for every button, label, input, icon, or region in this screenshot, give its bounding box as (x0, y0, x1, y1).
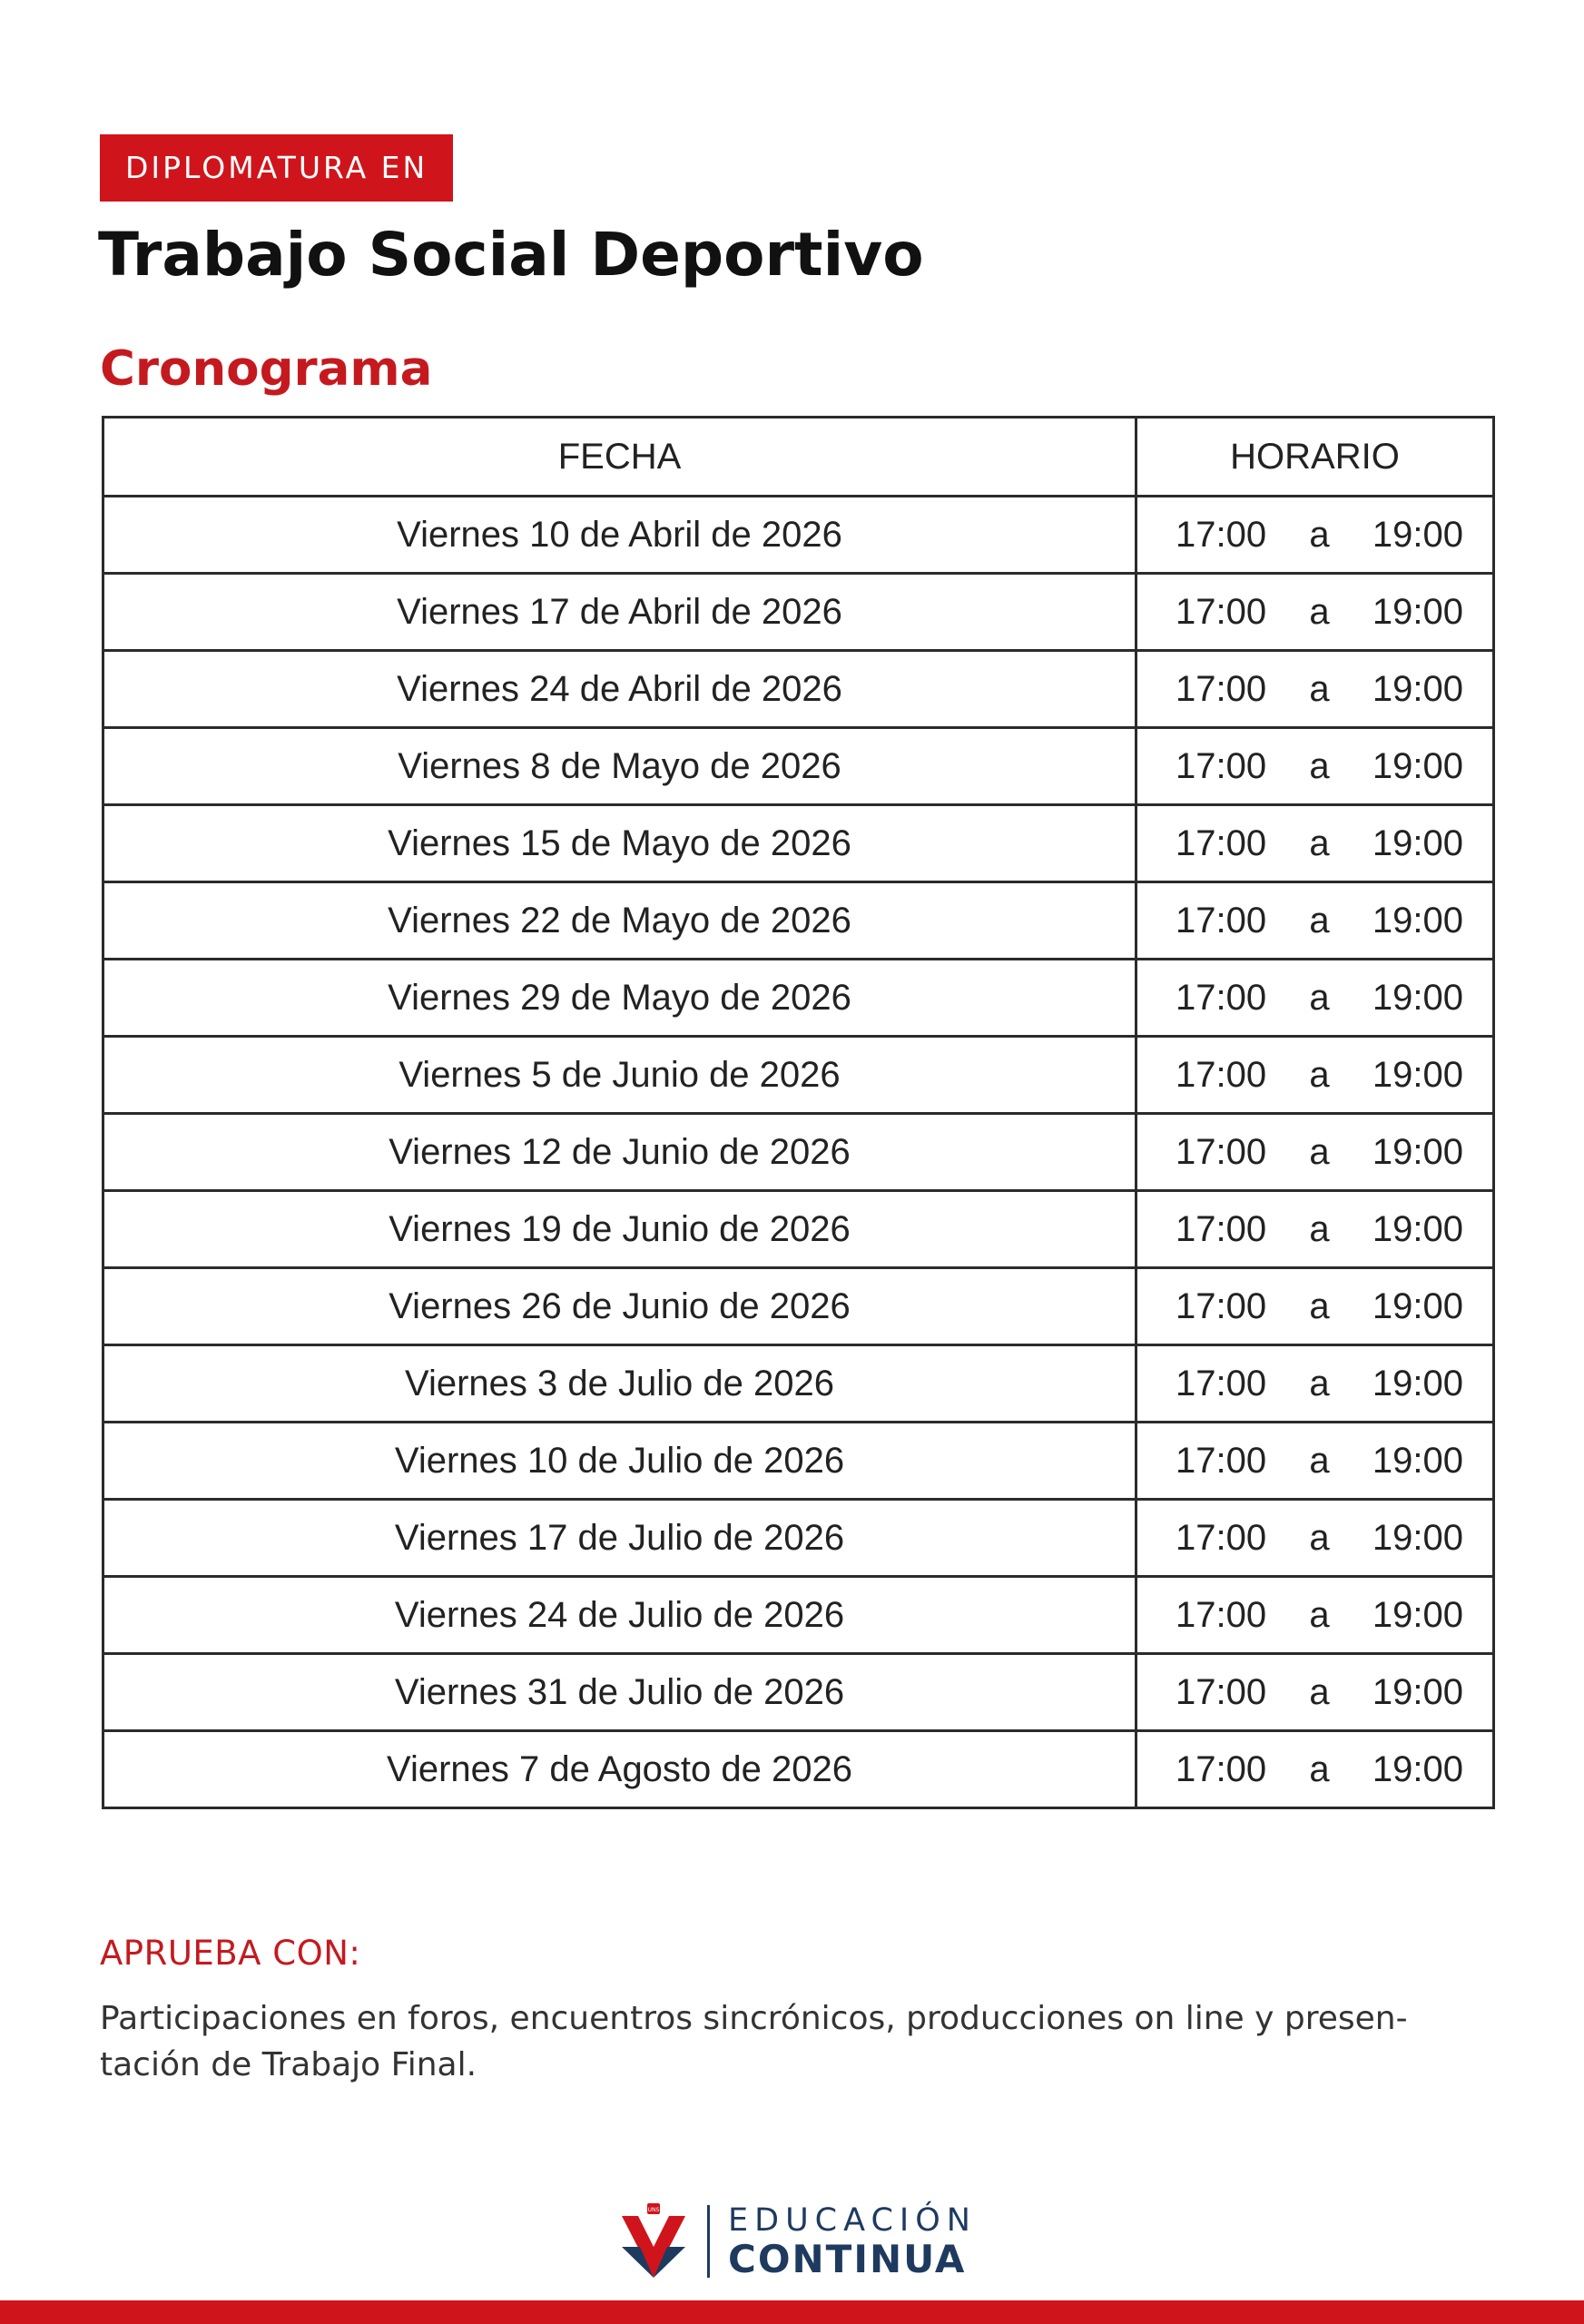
start-time: 17:00 (1176, 591, 1267, 632)
time-separator: a (1309, 745, 1330, 786)
time-cell (1136, 1191, 1494, 1268)
start-time: 17:00 (1176, 1440, 1267, 1481)
table-row (103, 1423, 1494, 1500)
time-separator: a (1309, 514, 1330, 555)
time-cell (1136, 1654, 1494, 1731)
time-cell (1136, 1731, 1494, 1808)
time-cell (1136, 1500, 1494, 1577)
time-range (1137, 1749, 1492, 1790)
page-title: Trabajo Social Deportivo (98, 220, 924, 290)
date-cell: Viernes 17 de Abril de 2026 (103, 574, 1136, 651)
date-cell: Viernes 15 de Mayo de 2026 (103, 805, 1136, 882)
time-cell (1136, 1577, 1494, 1654)
time-separator: a (1309, 822, 1330, 863)
logo-line-1: EDUCACIÓN (728, 2201, 977, 2239)
end-time: 19:00 (1372, 1285, 1463, 1326)
time-cell (1136, 1423, 1494, 1500)
end-time: 19:00 (1372, 1748, 1463, 1789)
time-cell (1136, 1345, 1494, 1423)
end-time: 19:00 (1372, 822, 1463, 863)
date-cell: Viernes 22 de Mayo de 2026 (103, 882, 1136, 960)
start-time: 17:00 (1176, 1363, 1267, 1403)
table-row (103, 960, 1494, 1037)
date-cell: Viernes 7 de Agosto de 2026 (103, 1731, 1136, 1808)
program-type-badge: DIPLOMATURA EN (100, 134, 453, 202)
date-cell: Viernes 10 de Julio de 2026 (103, 1423, 1136, 1500)
end-time: 19:00 (1372, 1671, 1463, 1712)
end-time: 19:00 (1372, 900, 1463, 940)
date-cell: Viernes 17 de Julio de 2026 (103, 1500, 1136, 1577)
time-separator: a (1309, 1594, 1330, 1635)
time-separator: a (1309, 1748, 1330, 1789)
start-time: 17:00 (1176, 1131, 1267, 1172)
table-row (103, 1731, 1494, 1808)
time-cell (1136, 1114, 1494, 1191)
end-time: 19:00 (1372, 745, 1463, 786)
time-separator: a (1309, 1285, 1330, 1326)
time-range (1137, 1595, 1492, 1636)
time-separator: a (1309, 1054, 1330, 1095)
time-range (1137, 1286, 1492, 1327)
time-range (1137, 1364, 1492, 1404)
time-separator: a (1309, 900, 1330, 940)
logo-wordmark (728, 2201, 977, 2281)
end-time: 19:00 (1372, 1131, 1463, 1172)
table-header-row (103, 418, 1494, 497)
end-time: 19:00 (1372, 668, 1463, 709)
university-logo-icon (620, 2203, 687, 2280)
time-separator: a (1309, 591, 1330, 632)
seal-text: UNS (647, 2207, 660, 2213)
time-range (1137, 1055, 1492, 1096)
logo-divider (707, 2205, 710, 2278)
time-separator: a (1309, 668, 1330, 709)
time-range (1137, 1132, 1492, 1173)
educacion-continua-logo (620, 2201, 977, 2282)
time-cell (1136, 1037, 1494, 1114)
table-row (103, 497, 1494, 574)
date-cell: Viernes 8 de Mayo de 2026 (103, 728, 1136, 805)
date-cell: Viernes 3 de Julio de 2026 (103, 1345, 1136, 1423)
date-cell: Viernes 19 de Junio de 2026 (103, 1191, 1136, 1268)
end-time: 19:00 (1372, 514, 1463, 555)
column-header-time: HORARIO (1136, 418, 1494, 497)
table-row (103, 805, 1494, 882)
start-time: 17:00 (1176, 822, 1267, 863)
time-range (1137, 746, 1492, 787)
date-cell: Viernes 24 de Julio de 2026 (103, 1577, 1136, 1654)
schedule-table-body (103, 497, 1494, 1808)
time-range (1137, 1441, 1492, 1482)
date-cell: Viernes 29 de Mayo de 2026 (103, 960, 1136, 1037)
time-range (1137, 823, 1492, 864)
schedule-table (102, 416, 1495, 1809)
time-cell (1136, 651, 1494, 728)
time-range (1137, 592, 1492, 633)
date-cell: Viernes 31 de Julio de 2026 (103, 1654, 1136, 1731)
end-time: 19:00 (1372, 1594, 1463, 1635)
start-time: 17:00 (1176, 1054, 1267, 1095)
table-row (103, 1268, 1494, 1345)
time-cell (1136, 574, 1494, 651)
approval-description: Participaciones en foros, encuentros sincrónicos, producciones on line y presen-tación de Trabajo Final. (100, 2000, 1408, 2083)
table-row (103, 651, 1494, 728)
time-separator: a (1309, 1671, 1330, 1712)
date-cell: Viernes 12 de Junio de 2026 (103, 1114, 1136, 1191)
end-time: 19:00 (1372, 1363, 1463, 1403)
time-separator: a (1309, 1363, 1330, 1403)
time-cell (1136, 882, 1494, 960)
table-row (103, 1500, 1494, 1577)
time-range (1137, 978, 1492, 1019)
time-separator: a (1309, 1131, 1330, 1172)
time-separator: a (1309, 977, 1330, 1018)
footer-accent-bar (0, 2300, 1584, 2324)
time-separator: a (1309, 1517, 1330, 1558)
start-time: 17:00 (1176, 514, 1267, 555)
start-time: 17:00 (1176, 1517, 1267, 1558)
end-time: 19:00 (1372, 977, 1463, 1018)
end-time: 19:00 (1372, 1440, 1463, 1481)
start-time: 17:00 (1176, 745, 1267, 786)
start-time: 17:00 (1176, 1748, 1267, 1789)
end-time: 19:00 (1372, 1054, 1463, 1095)
logo-line-2: CONTINUA (728, 2236, 967, 2281)
table-row (103, 1191, 1494, 1268)
start-time: 17:00 (1176, 1285, 1267, 1326)
start-time: 17:00 (1176, 1594, 1267, 1635)
table-row (103, 1114, 1494, 1191)
time-cell (1136, 497, 1494, 574)
time-range (1137, 1518, 1492, 1559)
table-row (103, 1577, 1494, 1654)
time-cell (1136, 960, 1494, 1037)
approval-heading: APRUEBA CON: (100, 1934, 361, 1973)
time-range (1137, 1672, 1492, 1713)
end-time: 19:00 (1372, 1517, 1463, 1558)
time-range (1137, 901, 1492, 941)
table-row (103, 1345, 1494, 1423)
date-cell: Viernes 24 de Abril de 2026 (103, 651, 1136, 728)
end-time: 19:00 (1372, 591, 1463, 632)
table-row (103, 1037, 1494, 1114)
table-row (103, 1654, 1494, 1731)
time-range (1137, 1209, 1492, 1250)
table-row (103, 728, 1494, 805)
start-time: 17:00 (1176, 900, 1267, 940)
time-range (1137, 515, 1492, 556)
time-separator: a (1309, 1440, 1330, 1481)
section-title: Cronograma (100, 341, 433, 397)
time-cell (1136, 728, 1494, 805)
date-cell: Viernes 26 de Junio de 2026 (103, 1268, 1136, 1345)
start-time: 17:00 (1176, 977, 1267, 1018)
column-header-date: FECHA (103, 418, 1136, 497)
time-cell (1136, 805, 1494, 882)
time-separator: a (1309, 1208, 1330, 1249)
table-row (103, 574, 1494, 651)
start-time: 17:00 (1176, 1208, 1267, 1249)
time-range (1137, 669, 1492, 710)
table-row (103, 882, 1494, 960)
date-cell: Viernes 10 de Abril de 2026 (103, 497, 1136, 574)
date-cell: Viernes 5 de Junio de 2026 (103, 1037, 1136, 1114)
start-time: 17:00 (1176, 668, 1267, 709)
end-time: 19:00 (1372, 1208, 1463, 1249)
start-time: 17:00 (1176, 1671, 1267, 1712)
time-cell (1136, 1268, 1494, 1345)
